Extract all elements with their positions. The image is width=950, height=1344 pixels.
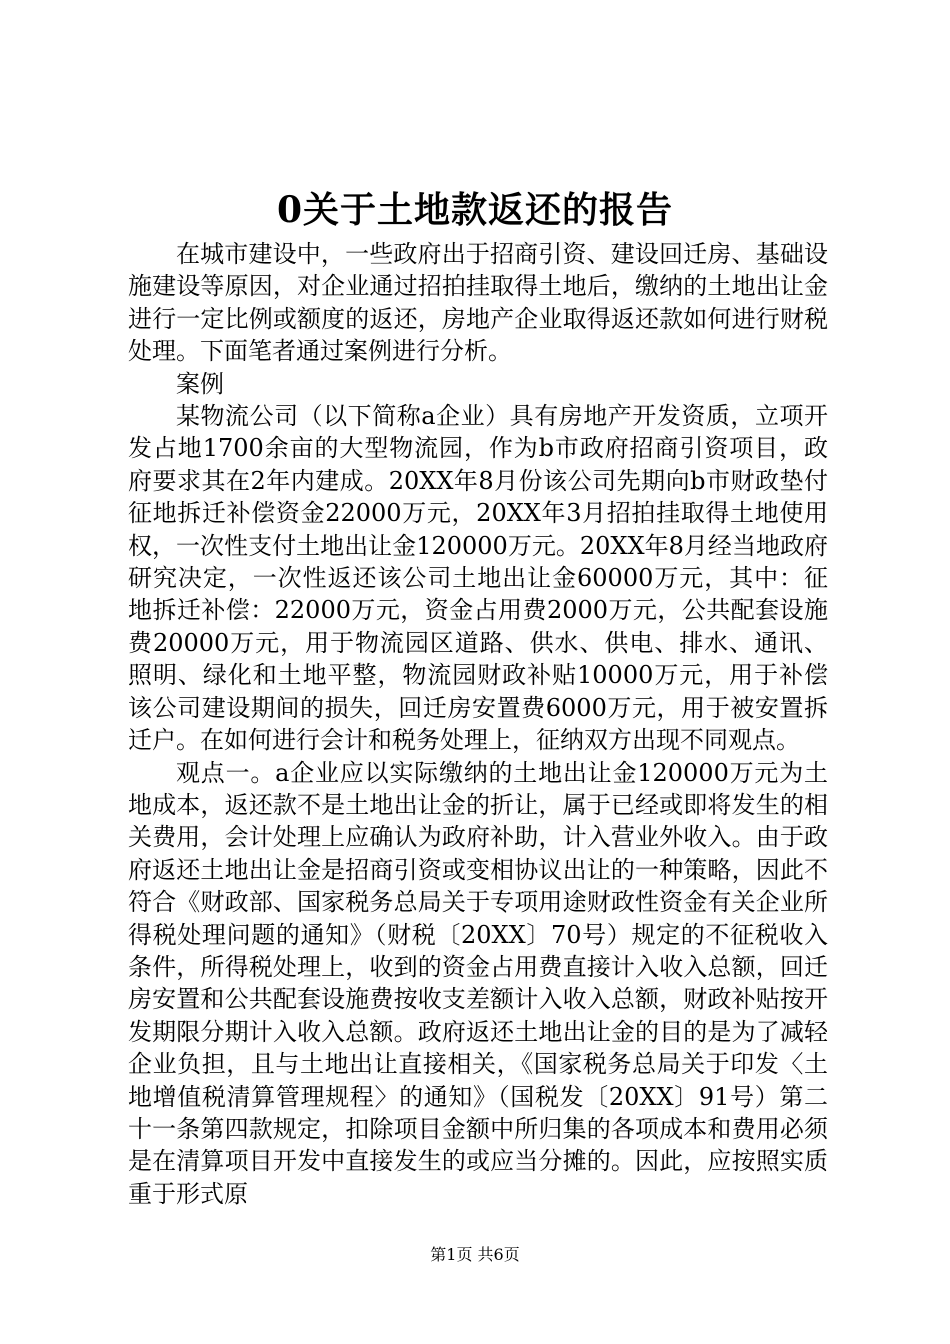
paragraph-intro: 在城市建设中，一些政府出于招商引资、建设回迁房、基础设施建设等原因，对企业通过招拍挂取得土地后，缴纳的土地出让金进行一定比例或额度的返还，房地产企业取得返还款如何进行财税处理。下面笔者通过案例进行分析。 — [128, 240, 828, 366]
document-body — [128, 238, 828, 1210]
document-title: 0关于土地款返还的报告 — [276, 189, 674, 231]
paragraph-case: 某物流公司（以下简称a企业）具有房地产开发资质，立项开发占地1700余亩的大型物流园，作为b市政府招商引资项目，政府要求其在2年内建成。20XX年8月份该公司先期向b市财政垫付征地拆迁补偿资金22000万元，20XX年3月招拍挂取得土地使用权，一次性支付土地出让金120000万元。20XX年8月经当地政府研究决定，一次性返还该公司土地出让金60000万元，其中：征地拆迁补偿：22000万元，资金占用费2000万元，公共配套设施费20000万元，用于物流园区道路、供水、供电、排水、通讯、照明、绿化和土地平整，物流园财政补贴10000万元，用于补偿该公司建设期间的损失，回迁房安置费6000万元，用于被安置拆迁户。在如何进行会计和税务处理上，征纳双方出现不同观点。 — [128, 402, 828, 755]
paragraph-viewpoint-one: 观点一。a企业应以实际缴纳的土地出让金120000万元为土地成本，返还款不是土地出让金的折让，属于已经或即将发生的相关费用，会计处理上应确认为政府补助，计入营业外收入。由于政府返还土地出让金是招商引资或变相协议出让的一种策略，因此不符合《财政部、国家税务总局关于专项用途财政性资金有关企业所得税处理问题的通知》（财税〔20XX〕70号）规定的不征税收入条件，所得税处理上，收到的资金占用费直接计入收入总额，回迁房安置和公共配套设施费按收支差额计入收入总额，财政补贴按开发期限分期计入收入总额。政府返还土地出让金的目的是为了减轻企业负担，且与土地出让直接相关，《国家税务总局关于印发〈土地增值税清算管理规程〉的通知》（国税发〔20XX〕91号）第二十一条第四款规定，扣除项目金额中所归集的各项成本和费用必须是在清算项目开发中直接发生的或应当分摊的。因此，应按照实质重于形式原 — [128, 758, 828, 1208]
page-footer: 第1页 共6页 — [430, 1245, 520, 1264]
paragraph-case-heading: 案例 — [176, 369, 224, 398]
